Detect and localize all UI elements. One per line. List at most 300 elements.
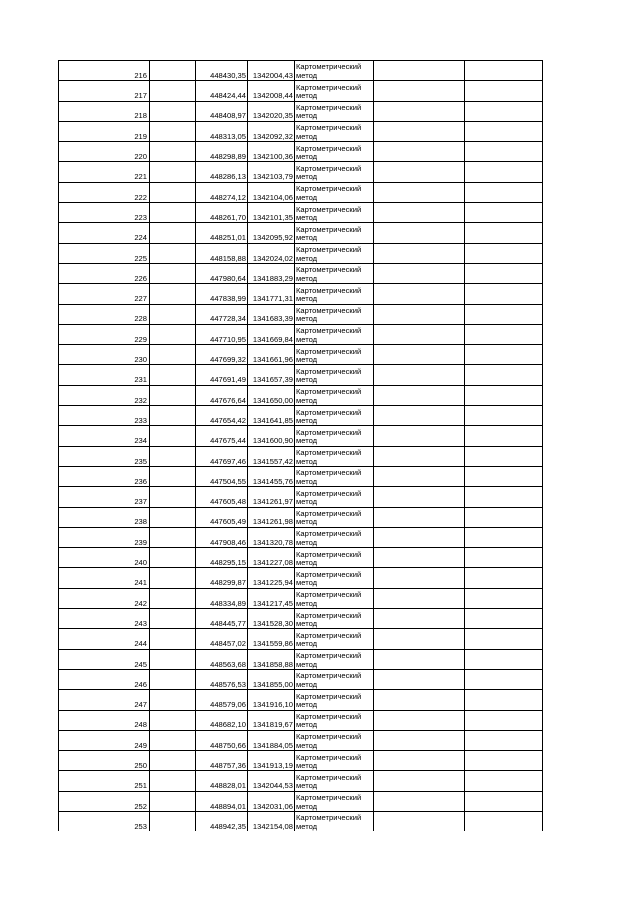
point-number-cell: 231 <box>59 365 150 385</box>
empty-cell <box>150 771 196 791</box>
empty-cell <box>150 284 196 304</box>
table-row <box>59 406 543 426</box>
empty-cell <box>465 223 543 243</box>
table-row <box>59 324 543 344</box>
y-coordinate-cell: 1341650,00 <box>248 385 295 405</box>
y-coordinate-cell: 1341559,86 <box>248 629 295 649</box>
empty-cell <box>150 81 196 101</box>
x-coordinate-cell: 447980,64 <box>196 263 248 283</box>
empty-cell <box>150 142 196 162</box>
empty-cell <box>374 284 465 304</box>
y-coordinate-cell: 1342020,35 <box>248 101 295 121</box>
empty-cell <box>374 811 465 831</box>
empty-cell <box>374 466 465 486</box>
x-coordinate-cell: 448286,13 <box>196 162 248 182</box>
table-row <box>59 629 543 649</box>
coordinates-table-body <box>59 61 543 832</box>
y-coordinate-cell: 1341600,90 <box>248 426 295 446</box>
empty-cell <box>374 588 465 608</box>
table-row <box>59 466 543 486</box>
empty-cell <box>374 791 465 811</box>
point-number-cell: 216 <box>59 61 150 81</box>
point-number-cell: 228 <box>59 304 150 324</box>
y-coordinate-cell: 1341225,94 <box>248 568 295 588</box>
x-coordinate-cell: 448408,97 <box>196 101 248 121</box>
empty-cell <box>150 487 196 507</box>
table-row <box>59 304 543 324</box>
empty-cell <box>465 751 543 771</box>
method-cell: Картометрический метод <box>295 507 374 527</box>
table-row <box>59 61 543 81</box>
empty-cell <box>150 609 196 629</box>
empty-cell <box>374 446 465 466</box>
y-coordinate-cell: 1342100,36 <box>248 142 295 162</box>
x-coordinate-cell: 448757,36 <box>196 751 248 771</box>
point-number-cell: 222 <box>59 182 150 202</box>
method-cell: Картометрический метод <box>295 791 374 811</box>
empty-cell <box>374 751 465 771</box>
point-number-cell: 251 <box>59 771 150 791</box>
table-row <box>59 730 543 750</box>
point-number-cell: 235 <box>59 446 150 466</box>
empty-cell <box>374 345 465 365</box>
empty-cell <box>465 121 543 141</box>
y-coordinate-cell: 1342103,79 <box>248 162 295 182</box>
empty-cell <box>150 811 196 831</box>
table-row <box>59 426 543 446</box>
empty-cell <box>465 588 543 608</box>
y-coordinate-cell: 1342154,08 <box>248 811 295 831</box>
table-row <box>59 263 543 283</box>
empty-cell <box>374 304 465 324</box>
x-coordinate-cell: 448313,05 <box>196 121 248 141</box>
method-cell: Картометрический метод <box>295 690 374 710</box>
y-coordinate-cell: 1341557,42 <box>248 446 295 466</box>
x-coordinate-cell: 448424,44 <box>196 81 248 101</box>
x-coordinate-cell: 448942,35 <box>196 811 248 831</box>
y-coordinate-cell: 1342024,02 <box>248 243 295 263</box>
empty-cell <box>150 588 196 608</box>
point-number-cell: 243 <box>59 609 150 629</box>
empty-cell <box>465 81 543 101</box>
table-row <box>59 243 543 263</box>
x-coordinate-cell: 447699,32 <box>196 345 248 365</box>
y-coordinate-cell: 1342031,06 <box>248 791 295 811</box>
point-number-cell: 248 <box>59 710 150 730</box>
method-cell: Картометрический метод <box>295 284 374 304</box>
empty-cell <box>150 101 196 121</box>
table-row <box>59 791 543 811</box>
empty-cell <box>465 263 543 283</box>
empty-cell <box>465 771 543 791</box>
x-coordinate-cell: 447654,42 <box>196 406 248 426</box>
empty-cell <box>465 426 543 446</box>
empty-cell <box>374 243 465 263</box>
table-row <box>59 81 543 101</box>
empty-cell <box>374 710 465 730</box>
empty-cell <box>465 466 543 486</box>
y-coordinate-cell: 1341771,31 <box>248 284 295 304</box>
empty-cell <box>374 426 465 446</box>
empty-cell <box>465 791 543 811</box>
empty-cell <box>150 263 196 283</box>
empty-cell <box>150 365 196 385</box>
empty-cell <box>150 385 196 405</box>
empty-cell <box>465 162 543 182</box>
table-row <box>59 182 543 202</box>
x-coordinate-cell: 447605,49 <box>196 507 248 527</box>
empty-cell <box>374 162 465 182</box>
empty-cell <box>374 365 465 385</box>
point-number-cell: 239 <box>59 527 150 547</box>
empty-cell <box>150 426 196 446</box>
empty-cell <box>150 751 196 771</box>
point-number-cell: 236 <box>59 466 150 486</box>
point-number-cell: 230 <box>59 345 150 365</box>
empty-cell <box>150 182 196 202</box>
empty-cell <box>374 507 465 527</box>
table-row <box>59 203 543 223</box>
y-coordinate-cell: 1341261,98 <box>248 507 295 527</box>
x-coordinate-cell: 447838,99 <box>196 284 248 304</box>
empty-cell <box>150 710 196 730</box>
point-number-cell: 218 <box>59 101 150 121</box>
table-row <box>59 507 543 527</box>
empty-cell <box>150 791 196 811</box>
method-cell: Картометрический метод <box>295 142 374 162</box>
x-coordinate-cell: 447697,46 <box>196 446 248 466</box>
table-row <box>59 568 543 588</box>
y-coordinate-cell: 1341884,05 <box>248 730 295 750</box>
y-coordinate-cell: 1341455,76 <box>248 466 295 486</box>
empty-cell <box>150 527 196 547</box>
point-number-cell: 219 <box>59 121 150 141</box>
empty-cell <box>374 669 465 689</box>
method-cell: Картометрический метод <box>295 243 374 263</box>
point-number-cell: 229 <box>59 324 150 344</box>
x-coordinate-cell: 448579,06 <box>196 690 248 710</box>
point-number-cell: 217 <box>59 81 150 101</box>
empty-cell <box>465 629 543 649</box>
y-coordinate-cell: 1342104,06 <box>248 182 295 202</box>
table-row <box>59 385 543 405</box>
empty-cell <box>150 243 196 263</box>
method-cell: Картометрический метод <box>295 203 374 223</box>
point-number-cell: 250 <box>59 751 150 771</box>
y-coordinate-cell: 1341320,78 <box>248 527 295 547</box>
method-cell: Картометрический метод <box>295 365 374 385</box>
table-row <box>59 548 543 568</box>
empty-cell <box>465 142 543 162</box>
empty-cell <box>374 81 465 101</box>
empty-cell <box>465 548 543 568</box>
empty-cell <box>374 61 465 81</box>
method-cell: Картометрический метод <box>295 223 374 243</box>
method-cell: Картометрический метод <box>295 406 374 426</box>
point-number-cell: 224 <box>59 223 150 243</box>
point-number-cell: 252 <box>59 791 150 811</box>
x-coordinate-cell: 447908,46 <box>196 527 248 547</box>
table-row <box>59 121 543 141</box>
method-cell: Картометрический метод <box>295 588 374 608</box>
table-row <box>59 811 543 831</box>
empty-cell <box>465 101 543 121</box>
empty-cell <box>374 730 465 750</box>
empty-cell <box>150 162 196 182</box>
empty-cell <box>150 203 196 223</box>
x-coordinate-cell: 447691,49 <box>196 365 248 385</box>
x-coordinate-cell: 448750,66 <box>196 730 248 750</box>
x-coordinate-cell: 448828,01 <box>196 771 248 791</box>
empty-cell <box>150 690 196 710</box>
x-coordinate-cell: 447675,44 <box>196 426 248 446</box>
x-coordinate-cell: 447710,95 <box>196 324 248 344</box>
table-row <box>59 771 543 791</box>
method-cell: Картометрический метод <box>295 710 374 730</box>
x-coordinate-cell: 448295,15 <box>196 548 248 568</box>
point-number-cell: 233 <box>59 406 150 426</box>
table-row <box>59 142 543 162</box>
empty-cell <box>150 669 196 689</box>
method-cell: Картометрический метод <box>295 629 374 649</box>
empty-cell <box>465 609 543 629</box>
point-number-cell: 227 <box>59 284 150 304</box>
empty-cell <box>374 101 465 121</box>
x-coordinate-cell: 448334,89 <box>196 588 248 608</box>
method-cell: Картометрический метод <box>295 304 374 324</box>
y-coordinate-cell: 1341913,19 <box>248 751 295 771</box>
empty-cell <box>374 527 465 547</box>
empty-cell <box>465 61 543 81</box>
empty-cell <box>465 710 543 730</box>
point-number-cell: 240 <box>59 548 150 568</box>
method-cell: Картометрический метод <box>295 466 374 486</box>
empty-cell <box>374 548 465 568</box>
x-coordinate-cell: 447605,48 <box>196 487 248 507</box>
method-cell: Картометрический метод <box>295 324 374 344</box>
point-number-cell: 220 <box>59 142 150 162</box>
point-number-cell: 225 <box>59 243 150 263</box>
method-cell: Картометрический метод <box>295 162 374 182</box>
empty-cell <box>465 385 543 405</box>
point-number-cell: 238 <box>59 507 150 527</box>
x-coordinate-cell: 447728,34 <box>196 304 248 324</box>
table-row <box>59 162 543 182</box>
method-cell: Картометрический метод <box>295 61 374 81</box>
y-coordinate-cell: 1341883,29 <box>248 263 295 283</box>
x-coordinate-cell: 448261,70 <box>196 203 248 223</box>
x-coordinate-cell: 448445,77 <box>196 609 248 629</box>
method-cell: Картометрический метод <box>295 345 374 365</box>
method-cell: Картометрический метод <box>295 446 374 466</box>
empty-cell <box>465 203 543 223</box>
table-row <box>59 690 543 710</box>
point-number-cell: 242 <box>59 588 150 608</box>
y-coordinate-cell: 1341683,39 <box>248 304 295 324</box>
x-coordinate-cell: 448299,87 <box>196 568 248 588</box>
table-row <box>59 446 543 466</box>
method-cell: Картометрический метод <box>295 487 374 507</box>
y-coordinate-cell: 1341528,30 <box>248 609 295 629</box>
x-coordinate-cell: 448274,12 <box>196 182 248 202</box>
point-number-cell: 246 <box>59 669 150 689</box>
point-number-cell: 244 <box>59 629 150 649</box>
y-coordinate-cell: 1341641,85 <box>248 406 295 426</box>
y-coordinate-cell: 1341661,96 <box>248 345 295 365</box>
x-coordinate-cell: 448158,88 <box>196 243 248 263</box>
empty-cell <box>465 182 543 202</box>
empty-cell <box>374 324 465 344</box>
empty-cell <box>150 730 196 750</box>
method-cell: Картометрический метод <box>295 669 374 689</box>
method-cell: Картометрический метод <box>295 527 374 547</box>
empty-cell <box>465 487 543 507</box>
table-row <box>59 669 543 689</box>
method-cell: Картометрический метод <box>295 385 374 405</box>
point-number-cell: 221 <box>59 162 150 182</box>
method-cell: Картометрический метод <box>295 182 374 202</box>
table-row <box>59 101 543 121</box>
point-number-cell: 241 <box>59 568 150 588</box>
empty-cell <box>374 649 465 669</box>
point-number-cell: 234 <box>59 426 150 446</box>
method-cell: Картометрический метод <box>295 730 374 750</box>
empty-cell <box>374 263 465 283</box>
point-number-cell: 253 <box>59 811 150 831</box>
method-cell: Картометрический метод <box>295 811 374 831</box>
method-cell: Картометрический метод <box>295 81 374 101</box>
x-coordinate-cell: 448576,53 <box>196 669 248 689</box>
point-number-cell: 237 <box>59 487 150 507</box>
empty-cell <box>150 507 196 527</box>
method-cell: Картометрический метод <box>295 649 374 669</box>
empty-cell <box>150 568 196 588</box>
table-row <box>59 223 543 243</box>
y-coordinate-cell: 1341819,67 <box>248 710 295 730</box>
empty-cell <box>465 243 543 263</box>
empty-cell <box>374 203 465 223</box>
empty-cell <box>374 142 465 162</box>
table-row <box>59 588 543 608</box>
empty-cell <box>374 182 465 202</box>
empty-cell <box>465 345 543 365</box>
empty-cell <box>465 324 543 344</box>
method-cell: Картометрический метод <box>295 121 374 141</box>
y-coordinate-cell: 1341858,88 <box>248 649 295 669</box>
method-cell: Картометрический метод <box>295 426 374 446</box>
method-cell: Картометрический метод <box>295 771 374 791</box>
empty-cell <box>374 487 465 507</box>
x-coordinate-cell: 447676,64 <box>196 385 248 405</box>
table-row <box>59 751 543 771</box>
method-cell: Картометрический метод <box>295 609 374 629</box>
empty-cell <box>150 466 196 486</box>
point-number-cell: 232 <box>59 385 150 405</box>
empty-cell <box>465 568 543 588</box>
table-row <box>59 710 543 730</box>
empty-cell <box>150 324 196 344</box>
x-coordinate-cell: 448251,01 <box>196 223 248 243</box>
empty-cell <box>465 365 543 385</box>
empty-cell <box>150 223 196 243</box>
table-row <box>59 284 543 304</box>
empty-cell <box>150 406 196 426</box>
empty-cell <box>374 771 465 791</box>
empty-cell <box>374 223 465 243</box>
empty-cell <box>465 811 543 831</box>
x-coordinate-cell: 448563,68 <box>196 649 248 669</box>
x-coordinate-cell: 448894,01 <box>196 791 248 811</box>
empty-cell <box>150 649 196 669</box>
point-number-cell: 249 <box>59 730 150 750</box>
y-coordinate-cell: 1342004,43 <box>248 61 295 81</box>
empty-cell <box>150 629 196 649</box>
table-row <box>59 609 543 629</box>
y-coordinate-cell: 1341916,10 <box>248 690 295 710</box>
empty-cell <box>150 121 196 141</box>
empty-cell <box>150 345 196 365</box>
y-coordinate-cell: 1341261,97 <box>248 487 295 507</box>
empty-cell <box>374 568 465 588</box>
method-cell: Картометрический метод <box>295 101 374 121</box>
coordinates-table <box>58 60 543 831</box>
empty-cell <box>465 284 543 304</box>
empty-cell <box>150 61 196 81</box>
table-row <box>59 487 543 507</box>
empty-cell <box>150 304 196 324</box>
empty-cell <box>150 446 196 466</box>
x-coordinate-cell: 448682,10 <box>196 710 248 730</box>
empty-cell <box>374 690 465 710</box>
empty-cell <box>150 548 196 568</box>
y-coordinate-cell: 1342044,53 <box>248 771 295 791</box>
x-coordinate-cell: 448298,89 <box>196 142 248 162</box>
point-number-cell: 245 <box>59 649 150 669</box>
point-number-cell: 247 <box>59 690 150 710</box>
y-coordinate-cell: 1342095,92 <box>248 223 295 243</box>
y-coordinate-cell: 1341855,00 <box>248 669 295 689</box>
y-coordinate-cell: 1342092,32 <box>248 121 295 141</box>
point-number-cell: 226 <box>59 263 150 283</box>
empty-cell <box>465 669 543 689</box>
empty-cell <box>465 446 543 466</box>
empty-cell <box>374 406 465 426</box>
point-number-cell: 223 <box>59 203 150 223</box>
table-row <box>59 365 543 385</box>
empty-cell <box>465 649 543 669</box>
table-row <box>59 345 543 365</box>
y-coordinate-cell: 1341217,45 <box>248 588 295 608</box>
method-cell: Картометрический метод <box>295 548 374 568</box>
y-coordinate-cell: 1341669,84 <box>248 324 295 344</box>
empty-cell <box>465 730 543 750</box>
table-row <box>59 649 543 669</box>
empty-cell <box>465 690 543 710</box>
empty-cell <box>465 527 543 547</box>
y-coordinate-cell: 1341227,08 <box>248 548 295 568</box>
x-coordinate-cell: 448430,35 <box>196 61 248 81</box>
empty-cell <box>465 304 543 324</box>
empty-cell <box>374 609 465 629</box>
empty-cell <box>374 629 465 649</box>
empty-cell <box>374 385 465 405</box>
y-coordinate-cell: 1341657,39 <box>248 365 295 385</box>
empty-cell <box>465 406 543 426</box>
empty-cell <box>465 507 543 527</box>
table-row <box>59 527 543 547</box>
x-coordinate-cell: 448457,02 <box>196 629 248 649</box>
x-coordinate-cell: 447504,55 <box>196 466 248 486</box>
